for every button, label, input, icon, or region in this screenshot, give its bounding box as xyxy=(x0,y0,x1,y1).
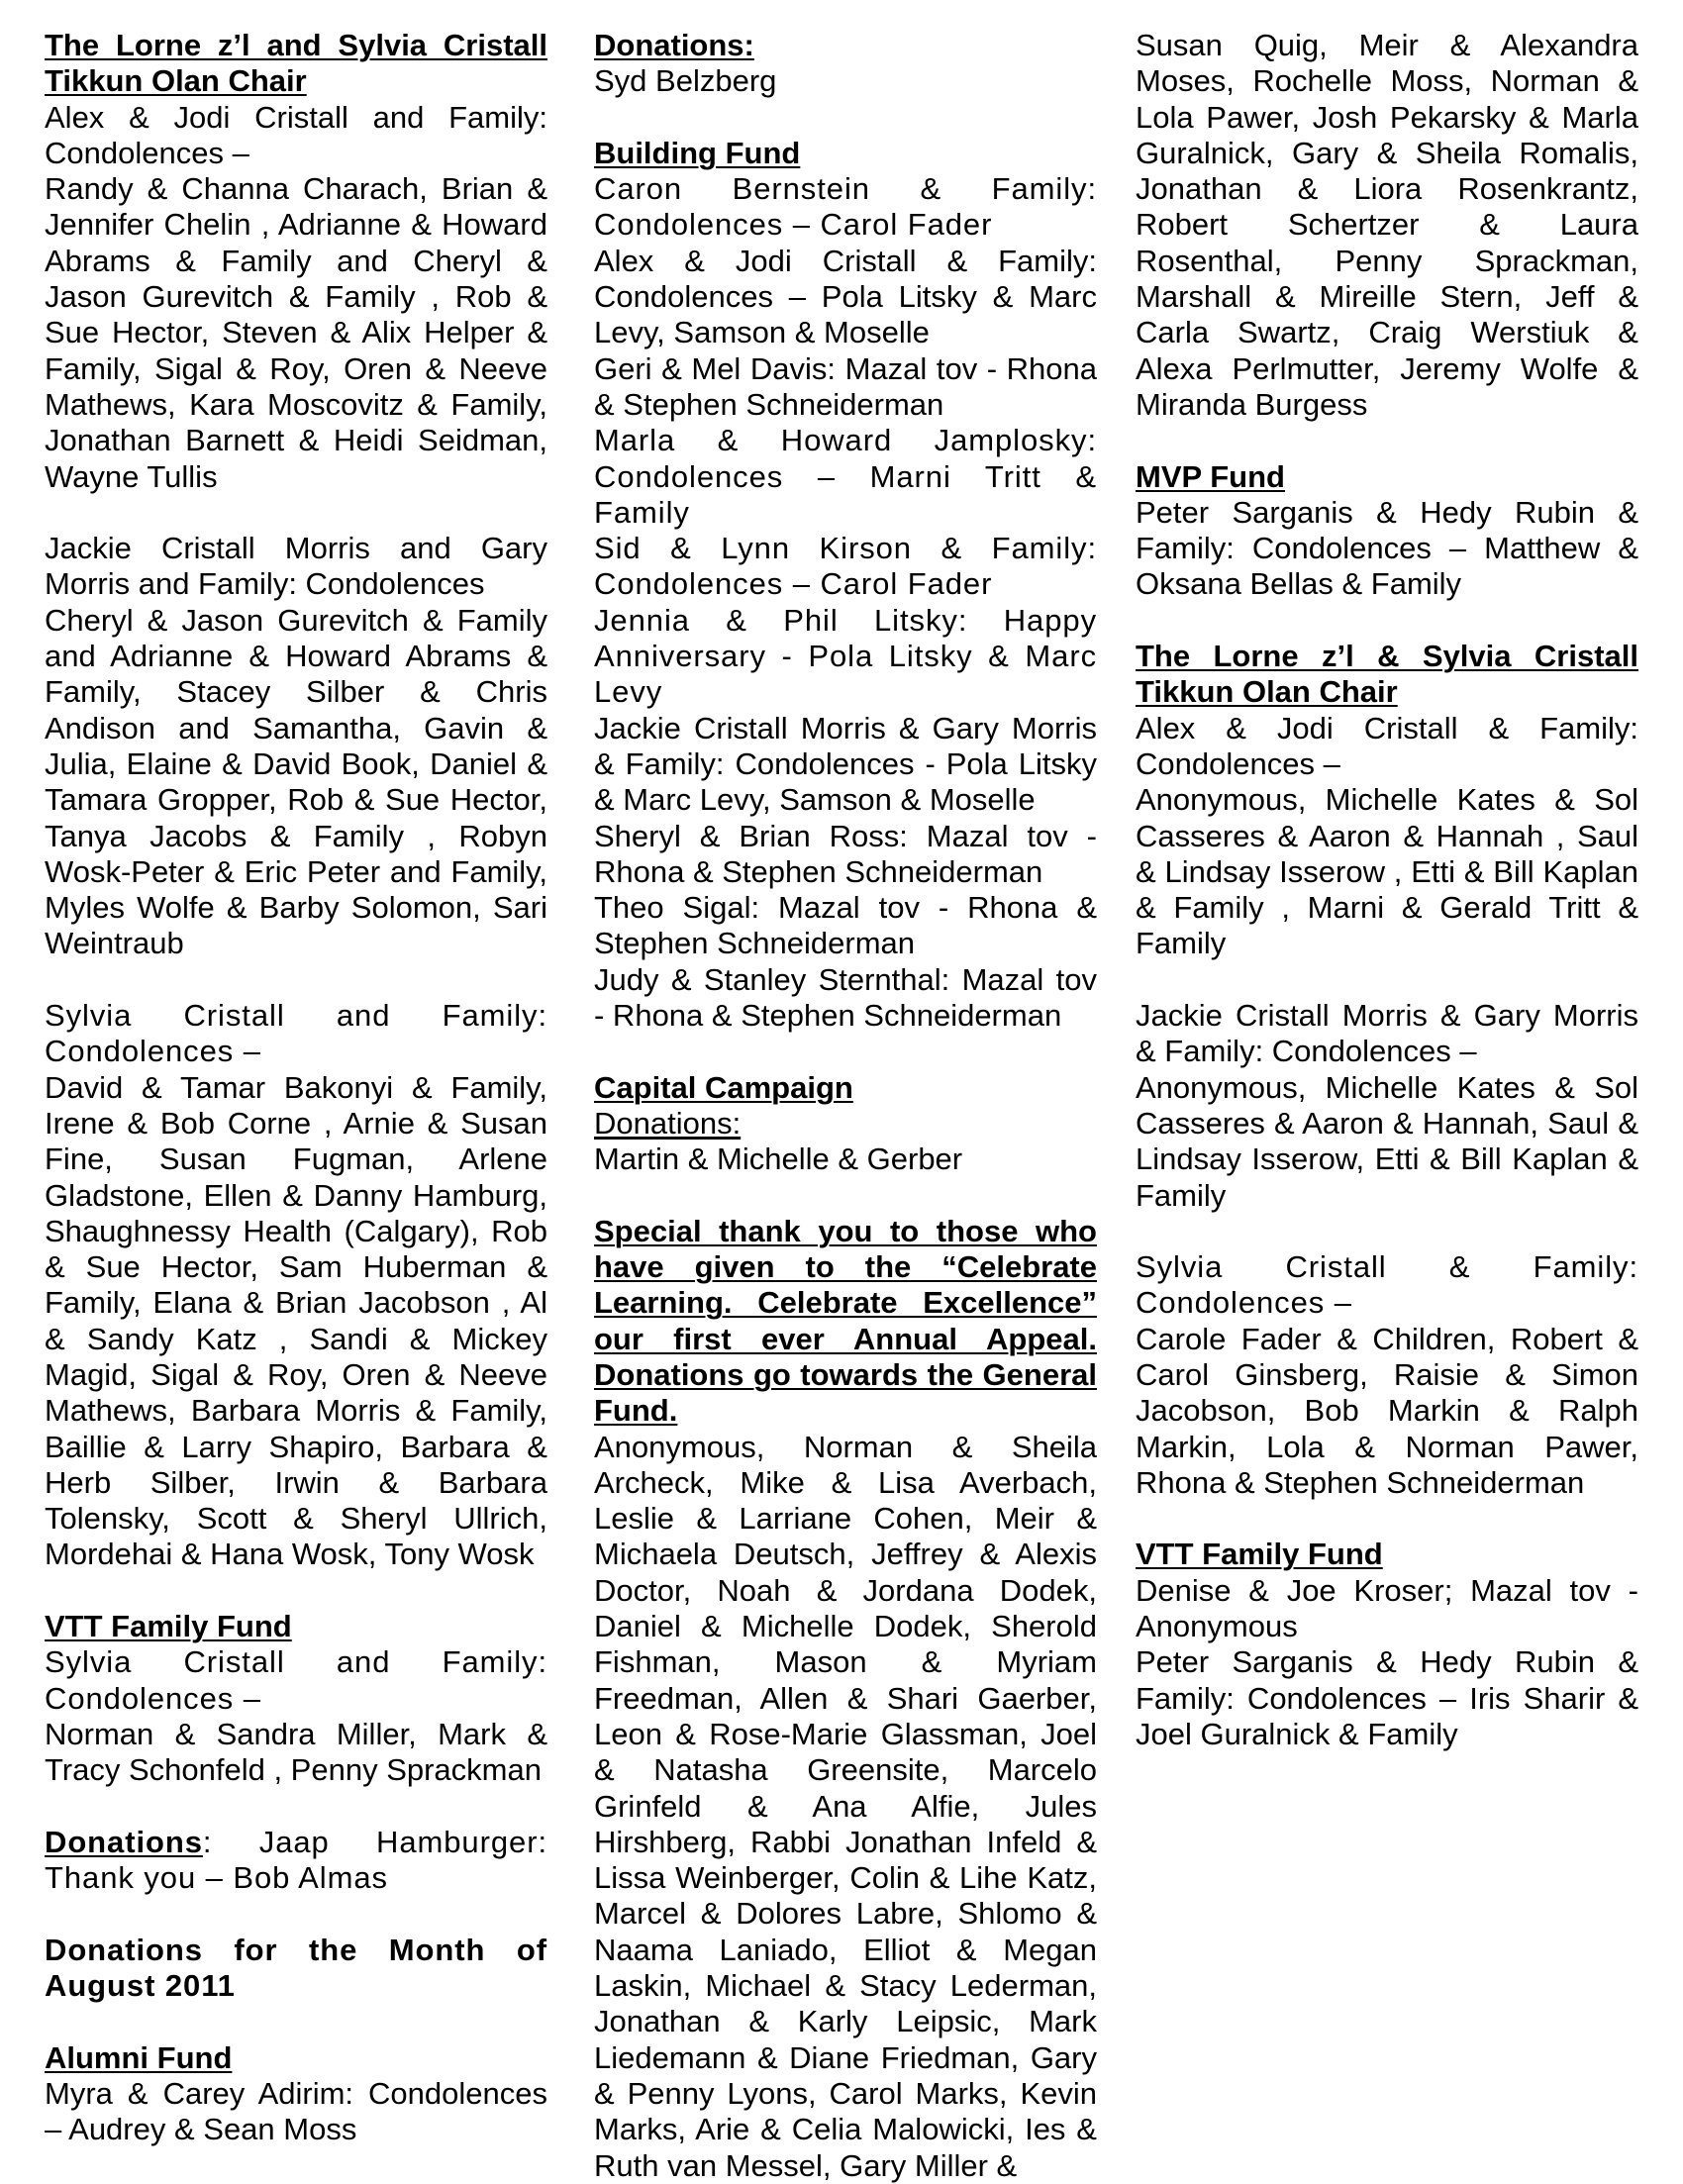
donor-line: Caron Bernstein & Family: Condolences – Carol Fader xyxy=(594,171,1097,243)
section-heading: The Lorne z’l & Sylvia Cristall Tikkun Olan Chair xyxy=(1136,639,1638,710)
donations-label: Donations xyxy=(45,1824,203,1859)
donor-line: Theo Sigal: Mazal tov - Rhona & Stephen Schneiderman xyxy=(594,890,1097,961)
spacer xyxy=(594,1034,1097,1069)
donor-line: Sheryl & Brian Ross: Mazal tov - Rhona & Stephen Schneiderman xyxy=(594,818,1097,889)
spacer xyxy=(1136,1214,1638,1249)
donor-line: Marla & Howard Jamplosky: Condolences – Marni Tritt & Family xyxy=(594,423,1097,530)
donor-list: Randy & Channa Charach, Brian & Jennifer Chelin , Adrianne & Howard Abrams & Family and Cheryl & Jason Gurevitch & Family , Rob & Sue Hector, Steven & Alix Helper & Family, Sigal & Roy, Oren & Neeve Mathews, Kara Moscovitz & Family, Jonathan Barnett & Heidi Seidman, Wayne Tullis xyxy=(45,171,547,494)
donor-line: Sylvia Cristall and Family: Condolences – xyxy=(45,998,547,1069)
donor-line: Judy & Stanley Sternthal: Mazal tov - Rhona & Stephen Schneiderman xyxy=(594,961,1097,1034)
donor-list: Norman & Sandra Miller, Mark & Tracy Schonfeld , Penny Sprackman xyxy=(45,1716,547,1788)
donor-line: Sylvia Cristall & Family: Condolences – xyxy=(1136,1249,1638,1321)
column-right xyxy=(1136,28,1638,1752)
donor-line: Jennia & Phil Litsky: Happy Anniversary - Pola Litsky & Marc Levy xyxy=(594,602,1097,710)
spacer xyxy=(1136,1501,1638,1537)
donations-note xyxy=(45,1825,547,1897)
donor-line: Alex & Jodi Cristall & Family: Condolences – Pola Litsky & Marc Levy, Samson & Moselle xyxy=(594,243,1097,350)
donor-line: Geri & Mel Davis: Mazal tov - Rhona & Stephen Schneiderman xyxy=(594,350,1097,422)
donor-list: Carole Fader & Children, Robert & Carol Ginsberg, Raisie & Simon Jacobson, Bob Markin & Ralph Markin, Lola & Norman Pawer, Rhona & Stephen Schneiderman xyxy=(1136,1321,1638,1500)
section-heading: Special thank you to those who have given to the “Celebrate Learning. Celebrate Excellence” our first ever Annual Appeal. Donations go towards the General Fund. xyxy=(594,1213,1097,1429)
spacer xyxy=(45,1896,547,1932)
column-middle xyxy=(594,28,1097,2184)
donations-text: : Jaap Hamburger: Thank you – Bob Almas xyxy=(45,1824,547,1896)
donor-line: Myra & Carey Adirim: Condolences – Audrey & Sean Moss xyxy=(45,2075,547,2147)
month-heading: Donations for the Month of August 2011 xyxy=(45,1932,547,2004)
section-heading: Capital Campaign xyxy=(594,1069,853,1105)
section-heading: VTT Family Fund xyxy=(1136,1537,1383,1572)
section-heading: MVP Fund xyxy=(1136,458,1285,494)
column-left xyxy=(45,28,547,2148)
spacer xyxy=(45,2004,547,2039)
spacer xyxy=(1136,603,1638,639)
spacer xyxy=(1136,423,1638,458)
section-heading: VTT Family Fund xyxy=(45,1609,292,1644)
section-heading: Alumni Fund xyxy=(45,2039,233,2075)
donor-list: Anonymous, Michelle Kates & Sol Casseres & Aaron & Hannah , Saul & Lindsay Isserow , Etti & Bill Kaplan & Family , Marni & Gerald Tritt & Family xyxy=(1136,782,1638,961)
section-heading: Building Fund xyxy=(594,135,801,170)
section-heading: The Lorne z’l and Sylvia Cristall Tikkun Olan Chair xyxy=(45,28,547,99)
spacer xyxy=(594,100,1097,136)
donor-line: Jackie Cristall Morris & Gary Morris & Family: Condolences – xyxy=(1136,998,1638,1069)
donor-line: Sid & Lynn Kirson & Family: Condolences – Carol Fader xyxy=(594,531,1097,602)
donor-line: Martin & Michelle & Gerber xyxy=(594,1142,963,1177)
spacer xyxy=(45,962,547,998)
donor-line: Alex & Jodi Cristall and Family: Condolences – xyxy=(45,99,547,170)
spacer xyxy=(45,495,547,531)
spacer xyxy=(45,1789,547,1825)
donor-line: Peter Sarganis & Hedy Rubin & Family: Condolences – Matthew & Oksana Bellas & Family xyxy=(1136,494,1638,602)
donor-line: Denise & Joe Kroser; Mazal tov - Anonymous xyxy=(1136,1572,1638,1644)
donor-line: Syd Belzberg xyxy=(594,63,777,99)
donor-line: Jackie Cristall Morris & Gary Morris & Family: Condolences - Pola Litsky & Marc Levy, Samson & Moselle xyxy=(594,710,1097,818)
spacer xyxy=(1136,962,1638,998)
donor-list: David & Tamar Bakonyi & Family, Irene & Bob Corne , Arnie & Susan Fine, Susan Fugman, Arlene Gladstone, Ellen & Danny Hamburg, Shaughnessy Health (Calgary), Rob & Sue Hector, Sam Huberman & Family, Elana & Brian Jacobson , Al & Sandy Katz , Sandi & Mickey Magid, Sigal & Roy, Oren & Neeve Mathews, Barbara Morris & Family, Baillie & Larry Shapiro, Barbara & Herb Silber, Irwin & Barbara Tolensky, Scott & Sheryl Ullrich, Mordehai & Hana Wosk, Tony Wosk xyxy=(45,1069,547,1572)
section-heading: Donations: xyxy=(594,28,754,62)
donor-line: Peter Sarganis & Hedy Rubin & Family: Condolences – Iris Sharir & Joel Guralnick & Family xyxy=(1136,1644,1638,1751)
donor-line: Jackie Cristall Morris and Gary Morris and Family: Condolences xyxy=(45,531,547,602)
donor-list: Cheryl & Jason Gurevitch & Family and Adrianne & Howard Abrams & Family, Stacey Silber & Chris Andison and Samantha, Gavin & Julia, Elaine & David Book, Daniel & Tamara Gropper, Rob & Sue Hector, Tanya Jacobs & Family , Robyn Wosk-Peter & Eric Peter and Family, Myles Wolfe & Barby Solomon, Sari Weintraub xyxy=(45,602,547,961)
donor-list: Anonymous, Michelle Kates & Sol Casseres & Aaron & Hannah, Saul & Lindsay Isserow, Etti & Bill Kaplan & Family xyxy=(1136,1069,1638,1213)
sub-heading: Donations: xyxy=(594,1105,742,1141)
donor-list: Susan Quig, Meir & Alexandra Moses, Rochelle Moss, Norman & Lola Pawer, Josh Pekarsky & Marla Guralnick, Gary & Sheila Romalis, Jonathan & Liora Rosenkrantz, Robert Schertzer & Laura Rosenthal, Penny Sprackman, Marshall & Mireille Stern, Jeff & Carla Swartz, Craig Werstiuk & Alexa Perlmutter, Jeremy Wolfe & Miranda Burgess xyxy=(1136,28,1638,422)
donor-line: Sylvia Cristall and Family: Condolences – xyxy=(45,1644,547,1716)
spacer xyxy=(594,1178,1097,1214)
spacer xyxy=(45,1573,547,1609)
donor-line: Alex & Jodi Cristall & Family: Condolences – xyxy=(1136,710,1638,781)
donor-list: Anonymous, Norman & Sheila Archeck, Mike & Lisa Averbach, Leslie & Larriane Cohen, Meir & Michaela Deutsch, Jeffrey & Alexis Doctor, Noah & Jordana Dodek, Daniel & Michelle Dodek, Sherold Fishman, Mason & Myriam Freedman, Allen & Shari Gaerber, Leon & Rose-Marie Glassman, Joel & Natasha Greensite, Marcelo Grinfeld & Ana Alfie, Jules Hirshberg, Rabbi Jonathan Infeld & Lissa Weinberger, Colin & Lihe Katz, Marcel & Dolores Labre, Shlomo & Naama Laniado, Elliot & Megan Laskin, Michael & Stacy Lederman, Jonathan & Karly Leipsic, Mark Liedemann & Diane Friedman, Gary & Penny Lyons, Carol Marks, Kevin Marks, Arie & Celia Malowicki, Ies & Ruth van Messel, Gary Miller & xyxy=(594,1429,1097,2183)
